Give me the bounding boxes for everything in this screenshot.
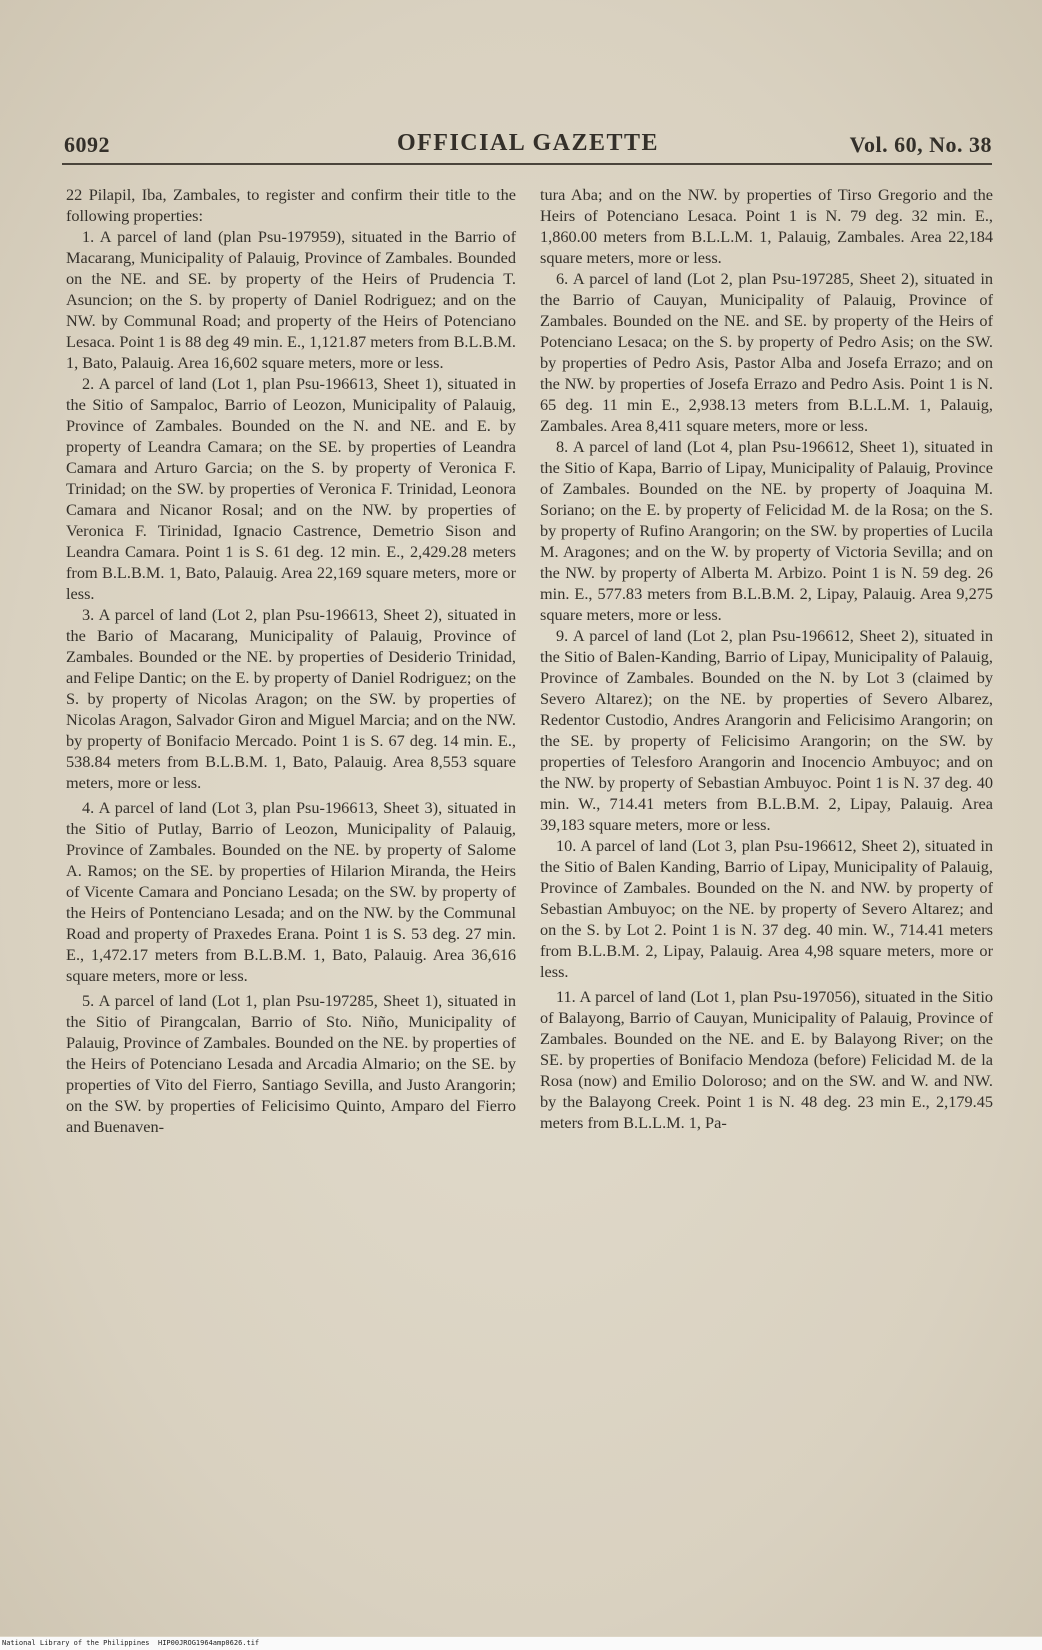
paragraph: 11. A parcel of land (Lot 1, plan Psu-197056), situated in the Sitio of Balayong, Barrio of Cauyan, Municipality of Palauig, Province of Zambales. Bounded on the NE. and E. by Balayong River; on the SE. by properties of Bonifacio Mendoza (before) Felicidad M. de la Rosa (now) and Emilio Doloroso; and on the SW. and W. and NW. by the Balayong Creek. Point 1 is N. 48 deg. 23 min E., 2,179.45 meters from B.L.L.M. 1, Pa- — [540, 987, 993, 1132]
library-credit: National Library of the Philippines — [2, 1639, 150, 1647]
paragraph: tura Aba; and on the NW. by properties of Tirso Gregorio and the Heirs of Potenciano Lesaca. Point 1 is N. 79 deg. 32 min. E., 1,860.00 meters from B.L.L.M. 1, Palauig, Zambales. Area 22,184 square meters, more or less. — [540, 185, 993, 267]
paragraph: 3. A parcel of land (Lot 2, plan Psu-196613, Sheet 2), situated in the Bario of Macarang, Municipality of Palauig, Province of Zambales. Bounded or the NE. by properties of Desiderio Trinidad, and Felipe Dantic; on the E. by property of Daniel Rodriguez; on the S. by property of Nicolas Aragon; on the SW. by properties of Nicolas Aragon, Salvador Giron and Miguel Marcia; and on the NW. by property of Bonifacio Mercado. Point 1 is S. 67 deg. 14 min. E., 538.84 meters from B.L.B.M. 1, Bato, Palauig. Area 8,553 square meters, more or less. — [66, 605, 516, 792]
paragraph: 5. A parcel of land (Lot 1, plan Psu-197285, Sheet 1), situated in the Sitio of Pirangcalan, Barrio of Sto. Niño, Municipality of Palauig, Province of Zambales. Bounded on the NE. by properties of the Heirs of Potenciano Lesada and Arcadia Almario; on the SE. by properties of Vito del Fierro, Santiago Sevilla, and Justo Arangorin; on the SW. by properties of Felicisimo Quinto, Amparo del Fierro and Buenaven- — [66, 991, 516, 1136]
paragraph: 9. A parcel of land (Lot 2, plan Psu-196612, Sheet 2), situated in the Sitio of Balen-Kanding, Barrio of Lipay, Municipality of Palauig, Province of Zambales. Bounded on the N. by Lot 3 (claimed by Severo Altarez); on the NE. by properties of Severo Albarez, Redentor Custodio, Andres Arangorin and Felicisimo Arangorin; on the SE. by property of Felicisimo Arangorin; on the SW. by properties of Telesforo Arangorin and Inocencio Ambuyoc; and on the NW. by property of Sebastian Ambuyoc. Point 1 is N. 37 deg. 40 min. W., 714.41 meters from B.L.B.M. 2, Lipay, Palauig. Area 39,183 square meters, more or less. — [540, 626, 993, 834]
paragraph: 22 Pilapil, Iba, Zambales, to register and confirm their title to the following properties: — [66, 185, 516, 225]
paragraph: 2. A parcel of land (Lot 1, plan Psu-196613, Sheet 1), situated in the Sitio of Sampaloc, Barrio of Leozon, Municipality of Palauig, Province of Zambales. Bounded on the N. and NE. and E. by property of Leandra Camara; on the SE. by properties of Leandra Camara and Arturo Garcia; on the S. by property of Veronica F. Trinidad; on the SW. by properties of Veronica F. Trinidad, Leonora Camara and Nicanor Rosal; and on the NW. by properties of Veronica F. Tirinidad, Ignacio Castrence, Demetrio Sison and Leandra Camara. Point 1 is S. 61 deg. 12 min. E., 2,429.28 meters from B.L.B.M. 1, Bato, Palauig. Area 22,169 square meters, more or less. — [66, 374, 516, 603]
scan-filename: HIP00JROG1964amp0626.tif — [158, 1639, 260, 1647]
publication-title: OFFICIAL GAZETTE — [396, 130, 660, 156]
paragraph: 10. A parcel of land (Lot 3, plan Psu-196612, Sheet 2), situated in the Sitio of Balen Kanding, Barrio of Lipay, Municipality of Palauig, Province of Zambales. Bounded on the N. and NW. by property of Sebastian Ambuyoc; on the NE. by property of Severo Altarez; and on the S. by Lot 2. Point 1 is N. 37 deg. 40 min. W., 714.41 meters from B.L.B.M. 2, Lipay, Palauig. Area 4,98 square meters, more or less. — [540, 836, 993, 981]
paragraph: 1. A parcel of land (plan Psu-197959), situated in the Barrio of Macarang, Municipality of Palauig, Province of Zambales. Bounded on the NE. and SE. by property of the Heirs of Prudencia T. Asuncion; on the S. by property of Daniel Rodriguez; and on the NW. by Communal Road; and property of the Heirs of Potenciano Lesaca. Point 1 is 88 deg 49 min. E., 1,121.87 meters from B.L.B.M. 1, Bato, Palauig. Area 16,602 square meters, more or less. — [66, 227, 516, 372]
page-number: 6092 — [64, 132, 110, 157]
paragraph: 6. A parcel of land (Lot 2, plan Psu-197285, Sheet 2), situated in the Barrio of Cauyan, Municipality of Palauig, Province of Zambales. Bounded on the NE. and SE. by property of the Heirs of Potenciano Lesaca; on the S. by property of Pedro Asis; on the SW. by properties of Pedro Asis, Pastor Alba and Josefa Errazo; and on the NW. by properties of Josefa Errazo and Pedro Asis. Point 1 is N. 65 deg. 11 min E., 2,938.13 meters from B.L.L.M. 1, Palauig, Zambales. Area 8,411 square meters, more or less. — [540, 269, 993, 435]
paragraph: 4. A parcel of land (Lot 3, plan Psu-196613, Sheet 3), situated in the Sitio of Putlay, Barrio of Leozon, Municipality of Palauig, Province of Zambales. Bounded on the NE. by property of Salome A. Ramos; on the SE. by properties of Hilarion Miranda, the Heirs of Vicente Camara and Ponciano Lesada; on the SW. by property of the Heirs of Pontenciano Lesada; and on the NW. by the Communal Road and property of Praxedes Erana. Point 1 is S. 53 deg. 27 min. E., 1,472.17 meters from B.L.B.M. 1, Bato, Palauig. Area 36,616 square meters, more or less. — [66, 798, 516, 985]
right-column — [540, 184, 993, 1133]
paragraph: 8. A parcel of land (Lot 4, plan Psu-196612, Sheet 1), situated in the Sitio of Kapa, Barrio of Lipay, Municipality of Palauig, Province of Zambales. Bounded on the NE. by property of Joaquina M. Soriano; on the E. by property of Felicidad M. de la Rosa; on the S. by property of Rufino Arangorin; on the SW. by properties of Lucila M. Aragones; and on the W. by property of Victoria Sevilla; and on the NW. by property of Alberta M. Arbizo. Point 1 is N. 59 deg. 26 min. E., 577.83 meters from B.L.B.M. 2, Lipay, Palauig. Area 9,275 square meters, more or less. — [540, 437, 993, 624]
page-header — [64, 124, 992, 164]
scan-footer — [0, 1637, 1042, 1650]
header-rule — [62, 163, 992, 165]
volume-number: Vol. 60, No. 38 — [849, 132, 992, 157]
left-column — [66, 184, 516, 1137]
